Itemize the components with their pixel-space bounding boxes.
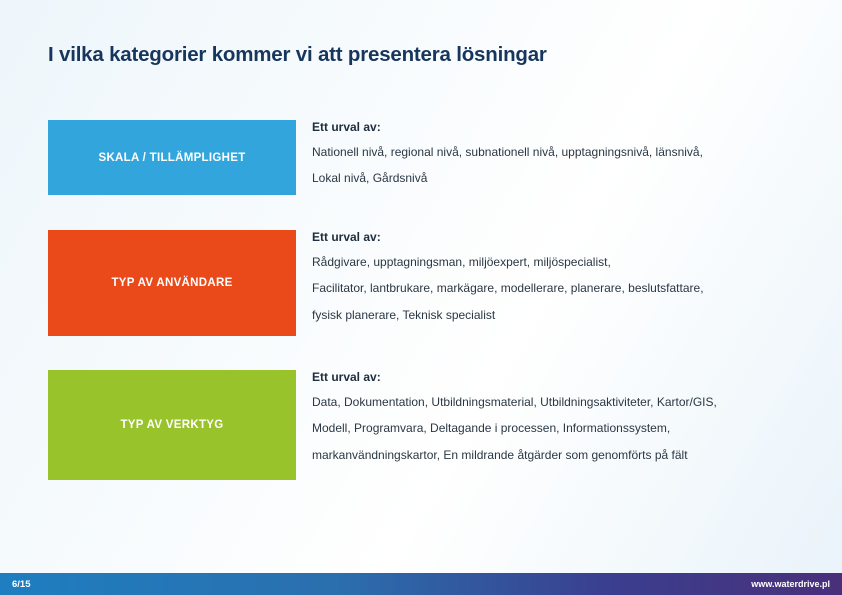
- category-line: Data, Dokumentation, Utbildningsmaterial, Utbildningsaktiviteter, Kartor/GIS,: [312, 395, 717, 409]
- category-line: fysisk planerare, Teknisk specialist: [312, 307, 496, 322]
- category-line: Lokal nivå, Gårdsnivå: [312, 171, 428, 186]
- category-chip-tool-type: [48, 370, 296, 480]
- category-content-tool-type: [312, 370, 832, 464]
- category-row-user-type: [48, 230, 802, 340]
- category-line: Rådgivare, upptagningsman, miljöexpert, miljöspecialist,: [312, 255, 611, 269]
- category-content-user-type: [312, 230, 832, 324]
- category-chip-label: TYP AV VERKTYG: [120, 419, 224, 431]
- category-chip-scale: [48, 120, 296, 195]
- category-chip-label: SKALA / TILLÄMPLIGHET: [98, 151, 246, 164]
- page-number: 6/15: [12, 578, 31, 590]
- category-lead: Ett urval av:: [312, 230, 381, 244]
- category-lead: Ett urval av:: [312, 120, 381, 134]
- category-line: markanvändningskartor, En mildrande åtgärder som genomförts på fält: [312, 447, 688, 462]
- category-chip-user-type: [48, 230, 296, 336]
- page-title: I vilka kategorier kommer vi att presentera lösningar: [48, 43, 547, 66]
- category-line: Facilitator, lantbrukare, markägare, modellerare, planerare, beslutsfattare,: [312, 281, 704, 296]
- category-row-scale: [48, 120, 802, 200]
- footer-url[interactable]: www.waterdrive.pl: [751, 579, 830, 589]
- category-line: Modell, Programvara, Deltagande i processen, Informationssystem,: [312, 421, 671, 436]
- slide-footer: [0, 573, 842, 595]
- category-chip-label: TYP AV ANVÄNDARE: [111, 277, 233, 289]
- category-line: Nationell nivå, regional nivå, subnationell nivå, upptagningsnivå, länsnivå,: [312, 145, 703, 159]
- category-row-tool-type: [48, 370, 802, 480]
- category-content-scale: [312, 120, 832, 188]
- category-lead: Ett urval av:: [312, 370, 381, 384]
